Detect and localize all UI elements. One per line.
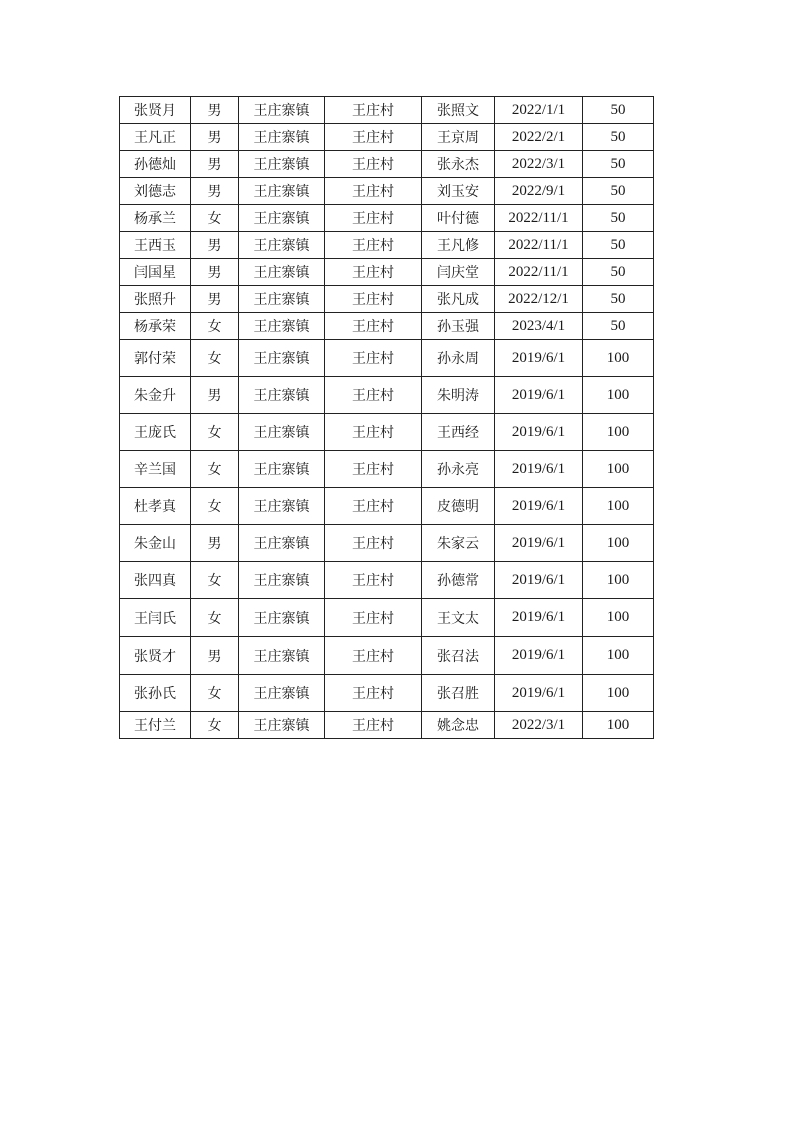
table-row xyxy=(120,414,654,451)
cell-gender: 男 xyxy=(191,286,239,313)
table-row xyxy=(120,178,654,205)
cell-name: 张照升 xyxy=(120,286,191,313)
cell-amount: 100 xyxy=(583,451,654,488)
table-row xyxy=(120,205,654,232)
cell-village: 王庄村 xyxy=(325,259,422,286)
cell-amount: 100 xyxy=(583,637,654,675)
table-row xyxy=(120,313,654,340)
cell-town: 王庄寨镇 xyxy=(239,562,325,599)
table-row xyxy=(120,488,654,525)
cell-name: 闫国星 xyxy=(120,259,191,286)
cell-village: 王庄村 xyxy=(325,178,422,205)
cell-amount: 100 xyxy=(583,562,654,599)
cell-date: 2022/1/1 xyxy=(495,97,583,124)
cell-town: 王庄寨镇 xyxy=(239,675,325,712)
cell-name: 王凡正 xyxy=(120,124,191,151)
cell-village: 王庄村 xyxy=(325,488,422,525)
cell-town: 王庄寨镇 xyxy=(239,259,325,286)
cell-date: 2023/4/1 xyxy=(495,313,583,340)
cell-name: 张贤月 xyxy=(120,97,191,124)
cell-name: 王闫氏 xyxy=(120,599,191,637)
cell-town: 王庄寨镇 xyxy=(239,124,325,151)
cell-amount: 50 xyxy=(583,232,654,259)
cell-gender: 男 xyxy=(191,637,239,675)
cell-town: 王庄寨镇 xyxy=(239,97,325,124)
cell-gender: 女 xyxy=(191,675,239,712)
cell-village: 王庄村 xyxy=(325,712,422,739)
cell-gender: 男 xyxy=(191,525,239,562)
cell-amount: 100 xyxy=(583,377,654,414)
cell-amount: 100 xyxy=(583,488,654,525)
cell-amount: 100 xyxy=(583,712,654,739)
cell-amount: 50 xyxy=(583,313,654,340)
cell-gender: 女 xyxy=(191,414,239,451)
cell-village: 王庄村 xyxy=(325,525,422,562)
cell-gender: 女 xyxy=(191,451,239,488)
cell-amount: 50 xyxy=(583,97,654,124)
cell-gender: 女 xyxy=(191,313,239,340)
cell-name: 张孙氏 xyxy=(120,675,191,712)
cell-village: 王庄村 xyxy=(325,675,422,712)
table-row xyxy=(120,637,654,675)
cell-village: 王庄村 xyxy=(325,637,422,675)
cell-amount: 100 xyxy=(583,414,654,451)
cell-gender: 女 xyxy=(191,599,239,637)
cell-village: 王庄村 xyxy=(325,340,422,377)
cell-date: 2019/6/1 xyxy=(495,599,583,637)
cell-village: 王庄村 xyxy=(325,562,422,599)
cell-name: 张四真 xyxy=(120,562,191,599)
cell-gender: 男 xyxy=(191,124,239,151)
cell-payee: 张召法 xyxy=(422,637,495,675)
cell-town: 王庄寨镇 xyxy=(239,451,325,488)
cell-gender: 男 xyxy=(191,178,239,205)
cell-village: 王庄村 xyxy=(325,286,422,313)
table-row xyxy=(120,97,654,124)
cell-payee: 孙玉强 xyxy=(422,313,495,340)
cell-name: 杨承兰 xyxy=(120,205,191,232)
cell-amount: 50 xyxy=(583,178,654,205)
cell-payee: 孙永亮 xyxy=(422,451,495,488)
table-row xyxy=(120,451,654,488)
cell-gender: 女 xyxy=(191,340,239,377)
cell-date: 2022/3/1 xyxy=(495,712,583,739)
cell-village: 王庄村 xyxy=(325,451,422,488)
cell-date: 2022/3/1 xyxy=(495,151,583,178)
table-row xyxy=(120,151,654,178)
table-row xyxy=(120,259,654,286)
table-row xyxy=(120,377,654,414)
table-row xyxy=(120,599,654,637)
cell-amount: 50 xyxy=(583,286,654,313)
cell-amount: 50 xyxy=(583,151,654,178)
cell-town: 王庄寨镇 xyxy=(239,377,325,414)
cell-village: 王庄村 xyxy=(325,205,422,232)
cell-town: 王庄寨镇 xyxy=(239,712,325,739)
table-row xyxy=(120,562,654,599)
cell-date: 2019/6/1 xyxy=(495,377,583,414)
cell-date: 2019/6/1 xyxy=(495,414,583,451)
table-row xyxy=(120,124,654,151)
cell-name: 杨承荣 xyxy=(120,313,191,340)
cell-name: 朱金升 xyxy=(120,377,191,414)
cell-payee: 叶付德 xyxy=(422,205,495,232)
cell-date: 2019/6/1 xyxy=(495,525,583,562)
cell-amount: 100 xyxy=(583,340,654,377)
cell-name: 杜孝真 xyxy=(120,488,191,525)
cell-date: 2022/11/1 xyxy=(495,205,583,232)
cell-town: 王庄寨镇 xyxy=(239,488,325,525)
cell-date: 2019/6/1 xyxy=(495,562,583,599)
cell-amount: 100 xyxy=(583,599,654,637)
cell-town: 王庄寨镇 xyxy=(239,232,325,259)
cell-name: 王西玉 xyxy=(120,232,191,259)
cell-village: 王庄村 xyxy=(325,377,422,414)
cell-payee: 刘玉安 xyxy=(422,178,495,205)
cell-amount: 50 xyxy=(583,124,654,151)
cell-date: 2022/11/1 xyxy=(495,232,583,259)
cell-payee: 闫庆堂 xyxy=(422,259,495,286)
cell-date: 2022/2/1 xyxy=(495,124,583,151)
cell-amount: 100 xyxy=(583,525,654,562)
cell-town: 王庄寨镇 xyxy=(239,525,325,562)
cell-date: 2019/6/1 xyxy=(495,675,583,712)
cell-town: 王庄寨镇 xyxy=(239,340,325,377)
cell-payee: 张凡成 xyxy=(422,286,495,313)
cell-name: 张贤才 xyxy=(120,637,191,675)
cell-village: 王庄村 xyxy=(325,599,422,637)
cell-gender: 男 xyxy=(191,232,239,259)
cell-date: 2022/12/1 xyxy=(495,286,583,313)
cell-town: 王庄寨镇 xyxy=(239,205,325,232)
cell-gender: 男 xyxy=(191,97,239,124)
cell-name: 辛兰国 xyxy=(120,451,191,488)
cell-town: 王庄寨镇 xyxy=(239,151,325,178)
cell-date: 2019/6/1 xyxy=(495,340,583,377)
cell-gender: 男 xyxy=(191,151,239,178)
cell-village: 王庄村 xyxy=(325,124,422,151)
cell-village: 王庄村 xyxy=(325,414,422,451)
cell-gender: 女 xyxy=(191,712,239,739)
table-row xyxy=(120,525,654,562)
cell-payee: 孙永周 xyxy=(422,340,495,377)
cell-town: 王庄寨镇 xyxy=(239,313,325,340)
cell-amount: 50 xyxy=(583,205,654,232)
cell-town: 王庄寨镇 xyxy=(239,637,325,675)
cell-town: 王庄寨镇 xyxy=(239,178,325,205)
cell-name: 王庞氏 xyxy=(120,414,191,451)
table-body xyxy=(120,97,654,739)
table-row xyxy=(120,675,654,712)
cell-gender: 男 xyxy=(191,259,239,286)
cell-name: 郭付荣 xyxy=(120,340,191,377)
cell-town: 王庄寨镇 xyxy=(239,414,325,451)
cell-amount: 100 xyxy=(583,675,654,712)
cell-payee: 朱明涛 xyxy=(422,377,495,414)
cell-payee: 孙德常 xyxy=(422,562,495,599)
cell-payee: 张照文 xyxy=(422,97,495,124)
cell-village: 王庄村 xyxy=(325,313,422,340)
cell-payee: 王京周 xyxy=(422,124,495,151)
cell-gender: 女 xyxy=(191,562,239,599)
cell-village: 王庄村 xyxy=(325,97,422,124)
cell-payee: 王西经 xyxy=(422,414,495,451)
cell-date: 2019/6/1 xyxy=(495,637,583,675)
cell-payee: 姚念忠 xyxy=(422,712,495,739)
record-table xyxy=(119,96,654,739)
cell-payee: 王凡修 xyxy=(422,232,495,259)
table-row xyxy=(120,232,654,259)
cell-date: 2019/6/1 xyxy=(495,451,583,488)
cell-date: 2019/6/1 xyxy=(495,488,583,525)
cell-gender: 女 xyxy=(191,488,239,525)
cell-payee: 张永杰 xyxy=(422,151,495,178)
cell-date: 2022/11/1 xyxy=(495,259,583,286)
table-row xyxy=(120,286,654,313)
cell-town: 王庄寨镇 xyxy=(239,286,325,313)
cell-amount: 50 xyxy=(583,259,654,286)
table-row xyxy=(120,712,654,739)
table-row xyxy=(120,340,654,377)
cell-payee: 皮德明 xyxy=(422,488,495,525)
cell-payee: 张召胜 xyxy=(422,675,495,712)
cell-name: 刘德志 xyxy=(120,178,191,205)
cell-gender: 女 xyxy=(191,205,239,232)
cell-payee: 王文太 xyxy=(422,599,495,637)
cell-village: 王庄村 xyxy=(325,232,422,259)
cell-village: 王庄村 xyxy=(325,151,422,178)
cell-name: 孙德灿 xyxy=(120,151,191,178)
cell-date: 2022/9/1 xyxy=(495,178,583,205)
cell-gender: 男 xyxy=(191,377,239,414)
cell-town: 王庄寨镇 xyxy=(239,599,325,637)
cell-payee: 朱家云 xyxy=(422,525,495,562)
cell-name: 王付兰 xyxy=(120,712,191,739)
cell-name: 朱金山 xyxy=(120,525,191,562)
